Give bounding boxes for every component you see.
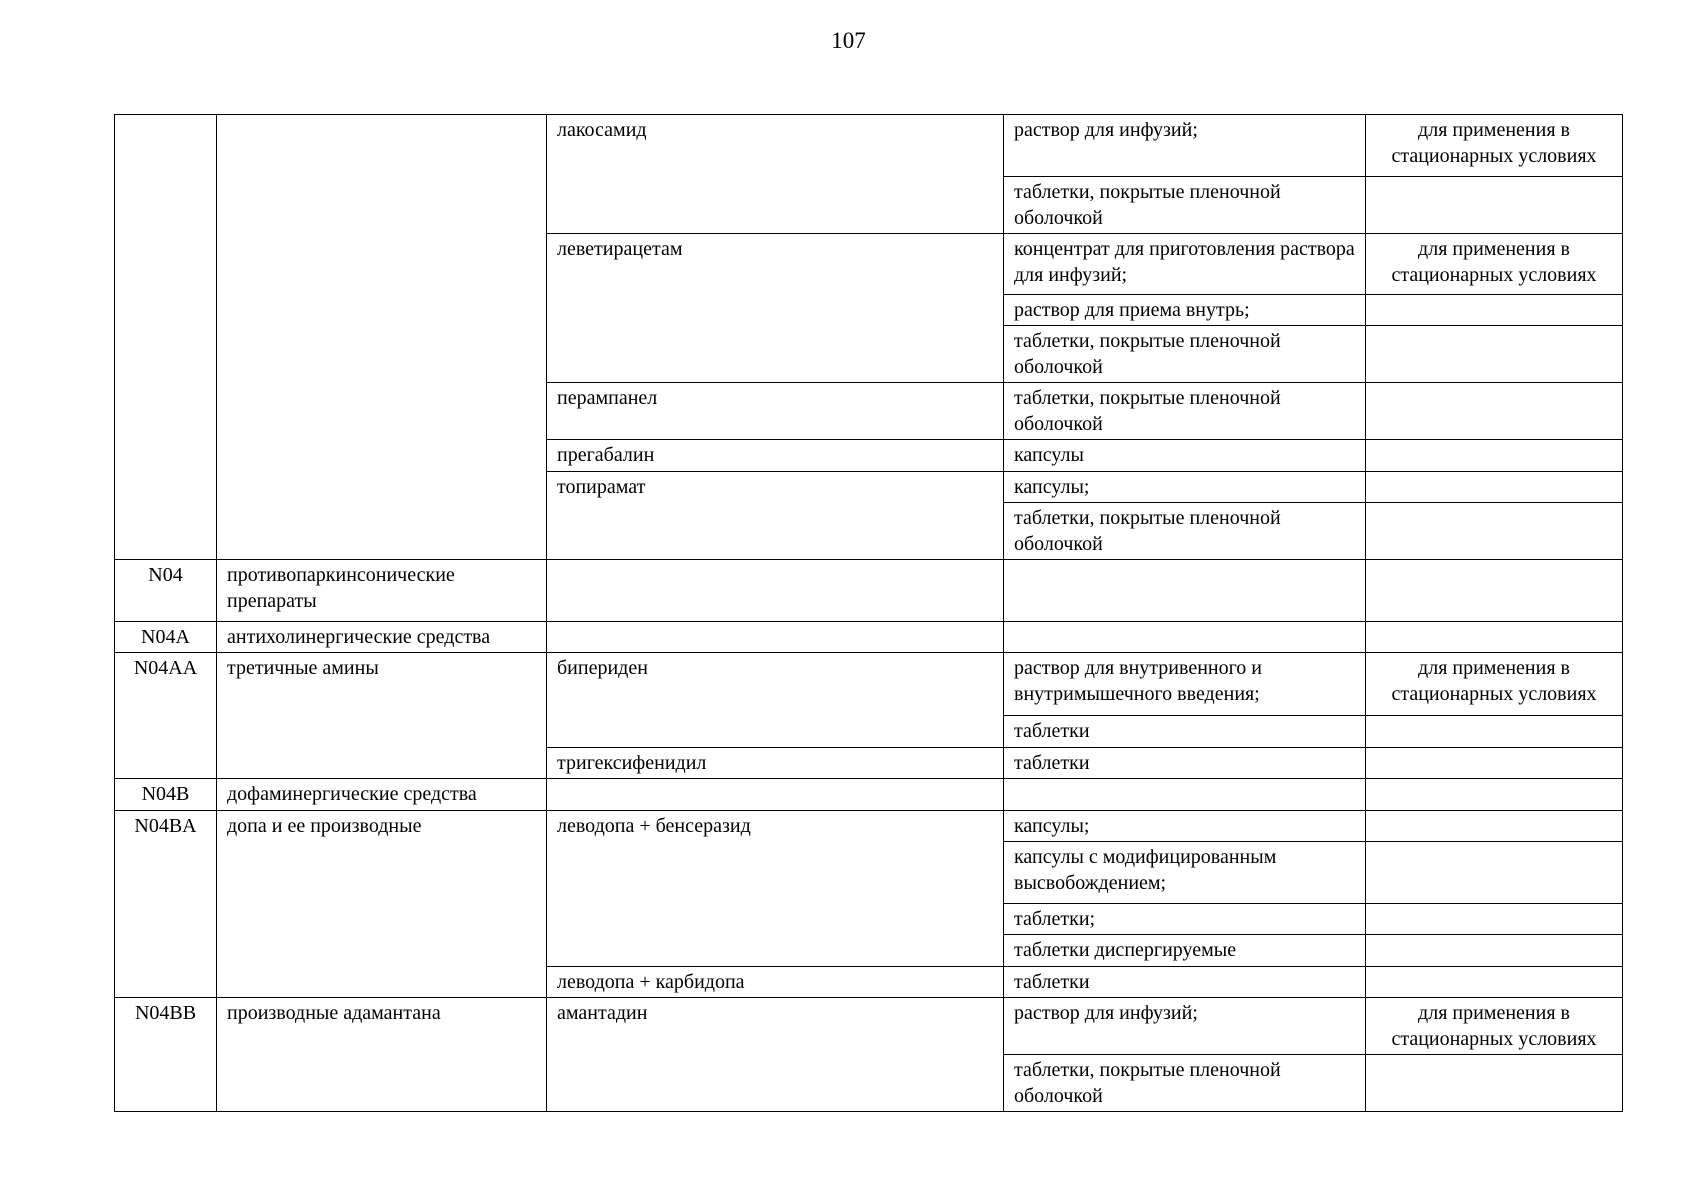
drug-name-cell [547,622,1004,653]
drug-name-cell: леводопа + карбидопа [547,967,1004,998]
dosage-form-cell: таблетки, покрытые пленочной оболочкой [1004,503,1366,560]
drug-name-cell: тригексифенидил [547,748,1004,779]
usage-note-cell [1366,503,1623,560]
drug-name-cell: леводопа + бенсеразид [547,811,1004,967]
usage-note-cell: для применения в стационарных условиях [1366,998,1623,1055]
table-row [115,653,1623,716]
dosage-form-cell: таблетки [1004,716,1366,748]
usage-note-cell [1366,716,1623,748]
usage-note-cell: для применения в стационарных условиях [1366,653,1623,716]
usage-note-cell [1366,811,1623,842]
group-name-cell: допа и ее производные [217,811,547,998]
dosage-form-cell: таблетки, покрытые пленочной оболочкой [1004,1055,1366,1112]
drug-list-table [114,114,1623,1112]
drug-name-cell: топирамат [547,472,1004,560]
usage-note-cell [1366,779,1623,811]
table-row [115,779,1623,811]
dosage-form-cell: капсулы [1004,440,1366,472]
drug-name-cell: перампанел [547,383,1004,440]
usage-note-cell [1366,383,1623,440]
usage-note-cell [1366,440,1623,472]
drug-name-cell: лакосамид [547,115,1004,234]
dosage-form-cell: таблетки; [1004,904,1366,935]
dosage-form-cell [1004,779,1366,811]
dosage-form-cell: таблетки, покрытые пленочной оболочкой [1004,177,1366,234]
usage-note-cell [1366,295,1623,326]
dosage-form-cell [1004,560,1366,622]
page-number: 107 [831,28,866,53]
drug-name-cell: бипериден [547,653,1004,748]
dosage-form-cell [1004,622,1366,653]
usage-note-cell: для применения в стационарных условиях [1366,115,1623,177]
atc-code-cell: N04BA [115,811,217,998]
dosage-form-cell: раствор для внутривенного и внутримышечного введения; [1004,653,1366,716]
usage-note-cell [1366,935,1623,967]
atc-code-cell: N04 [115,560,217,622]
usage-note-cell [1366,326,1623,383]
dosage-form-cell: раствор для инфузий; [1004,998,1366,1055]
group-name-cell: антихолинергические средства [217,622,547,653]
dosage-form-cell: раствор для приема внутрь; [1004,295,1366,326]
dosage-form-cell: раствор для инфузий; [1004,115,1366,177]
group-name-cell: противопаркинсонические препараты [217,560,547,622]
drug-name-cell: леветирацетам [547,234,1004,383]
dosage-form-cell: таблетки диспергируемые [1004,935,1366,967]
table-row [115,811,1623,842]
drug-name-cell: прегабалин [547,440,1004,472]
table-row [115,115,1623,177]
usage-note-cell [1366,560,1623,622]
dosage-form-cell: таблетки [1004,748,1366,779]
group-name-cell: третичные амины [217,653,547,779]
usage-note-cell [1366,622,1623,653]
usage-note-cell: для применения в стационарных условиях [1366,234,1623,295]
table-row [115,998,1623,1055]
atc-code-cell: N04A [115,622,217,653]
drug-name-cell: амантадин [547,998,1004,1112]
usage-note-cell [1366,1055,1623,1112]
table-row [115,560,1623,622]
dosage-form-cell: таблетки, покрытые пленочной оболочкой [1004,326,1366,383]
atc-code-cell: N04B [115,779,217,811]
group-name-cell: производные адамантана [217,998,547,1112]
dosage-form-cell: концентрат для приготовления раствора для инфузий; [1004,234,1366,295]
group-name-cell [217,115,547,560]
usage-note-cell [1366,748,1623,779]
drug-name-cell [547,779,1004,811]
group-name-cell: дофаминергические средства [217,779,547,811]
atc-code-cell [115,115,217,560]
atc-code-cell: N04AA [115,653,217,779]
dosage-form-cell: капсулы; [1004,811,1366,842]
usage-note-cell [1366,472,1623,503]
usage-note-cell [1366,842,1623,904]
drug-name-cell [547,560,1004,622]
dosage-form-cell: таблетки [1004,967,1366,998]
usage-note-cell [1366,904,1623,935]
atc-code-cell: N04BB [115,998,217,1112]
dosage-form-cell: капсулы с модифицированным высвобождением; [1004,842,1366,904]
dosage-form-cell: таблетки, покрытые пленочной оболочкой [1004,383,1366,440]
usage-note-cell [1366,177,1623,234]
table-row [115,622,1623,653]
usage-note-cell [1366,967,1623,998]
dosage-form-cell: капсулы; [1004,472,1366,503]
